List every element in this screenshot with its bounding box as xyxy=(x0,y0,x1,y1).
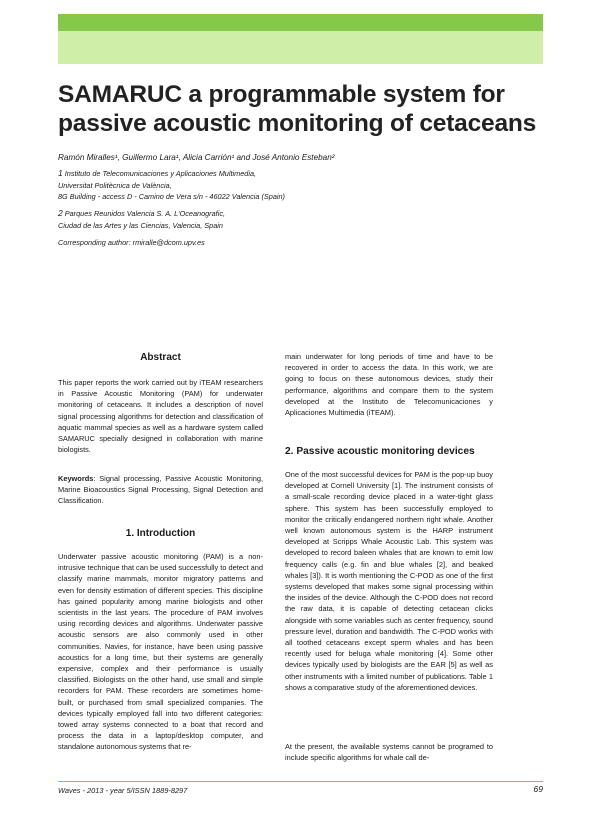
header-band-dark xyxy=(58,14,543,31)
affiliation-line: 8G Building - access D - Camino de Vera s/n - 46022 Valencia (Spain) xyxy=(58,192,285,201)
section2-heading: 2. Passive acoustic monitoring devices xyxy=(285,446,475,457)
footer-journal: Waves - 2013 - year 5/ISSN 1889-8297 xyxy=(58,786,188,795)
paper-title: SAMARUC a programmable system for passive acoustic monitoring of cetaceans xyxy=(58,81,537,137)
section2-para1: One of the most successful devices for PAM is the pop-up buoy developed at Cornell University [1]. The instrument consists of a small-scale recording device placed in a water-tight glass sphere. This system has been successfully employed to monitor the critically endangered northern right whale. Another well known autonomous system is the HARP instrument developed at Scripps Whale Acoustic Lab. This system was developed to record baleen whales that are known to emit low frequency calls (e.g. fin and blue whales [2], and beaked whales [3]). It is worth mentioning the C-POD as one of the first systems developed that makes some signal processing within the insides of the device. Although the C-POD does not record the raw data, it is capable of detecting cetacean clicks alongside with some variables such as center frequency, sound pressure level, duration and bandwidth. The C-POD works with all toothed cetaceans except sperm whales and has been recently used for beluga whale monitoring [4]. Some other devices typically used by biologists are the EAR [5] as well as other instruments with a limited number of publications. Table 1 shows a comparative study of the aforementioned devices. xyxy=(285,470,493,692)
affiliation-line: Instituto de Telecomunicaciones y Aplicaciones Multimedia, xyxy=(64,169,257,178)
section2-body xyxy=(285,469,493,693)
affiliation-number: 1 xyxy=(58,168,63,178)
affiliation-2 xyxy=(58,208,538,231)
intro-body xyxy=(58,551,263,753)
header-band xyxy=(58,14,543,64)
author-list: Ramón Miralles¹, Guillermo Lara¹, Alicia Carrión¹ and José Antonio Esteban² xyxy=(58,153,335,162)
abstract-heading: Abstract xyxy=(140,352,181,363)
footer-rule xyxy=(58,781,543,782)
keywords xyxy=(58,473,263,507)
corresponding-author: Corresponding author: rmiralle@dcom.upv.es xyxy=(58,238,205,247)
abstract-body xyxy=(58,377,263,455)
col2-top-text: main underwater for long periods of time and have to be recovered in order to access the data. In this work, we are going to focus on these autonomous devices, study their performance, algorithms and compare them to the system developed at the Instituto de Telecomunicaciones y Aplicaciones Multimedia (iTEAM). xyxy=(285,352,493,418)
affiliation-number: 2 xyxy=(58,208,63,218)
intro-heading: 1. Introduction xyxy=(125,528,196,539)
intro-text: Underwater passive acoustic monitoring (PAM) is a non-intrusive technique that can be used successfully to detect and classify marine mammals, monitor migratory patterns and even for density estimation of different species. This discipline has gained popularity among marine biologists and other scientists in the last years. The procedure of PAM involves using recording devices and algorithms. Underwater passive acoustic sensors are also commonly used in other communities. Navies, for instance, have been using passive acoustics for a long time, but their systems are generally expensive, complex and their performance is usually classified. Biologists on the other hand, use small and simple recorders for PAM. These recorders are sometimes home-built, or purchased from small specialized companies. The devices typically employed fall into two different categories: towed array systems connected to a boat that record and process the data in a laptop/desktop computer, and standalone autonomous systems that re- xyxy=(58,552,264,752)
abstract-text: This paper reports the work carried out by iTEAM researchers in Passive Acoustic Monitoring (PAM) for underwater monitoring of cetaceans. It includes a description of novel signal processing algorithms for detection and classification of aquatic mammal species as well as a hardware system called SAMARUC specially designed in collaboration with marine biologists. xyxy=(58,378,263,455)
affiliation-line: Ciudad de las Artes y las Ciencias, Valencia, Spain xyxy=(58,220,223,230)
keywords-label: Keywords xyxy=(58,474,94,483)
section2-body-2 xyxy=(285,741,493,763)
affiliation-line: Universitat Politècnica de València, xyxy=(58,180,172,190)
section2-para2: At the present, the available systems cannot be programed to include specific algorithms for whale call de- xyxy=(285,742,493,763)
col2-continuation xyxy=(285,351,493,418)
page-number: 69 xyxy=(533,784,543,794)
affiliation-1 xyxy=(58,168,538,203)
keywords-text: : Signal processing, Passive Acoustic Monitoring, Marine Bioacoustics Signal Processing, Signal Detection and Classification. xyxy=(58,474,263,506)
affiliation-line: Parques Reunidos Valencia S. A. L'Oceanografic, xyxy=(64,209,225,218)
